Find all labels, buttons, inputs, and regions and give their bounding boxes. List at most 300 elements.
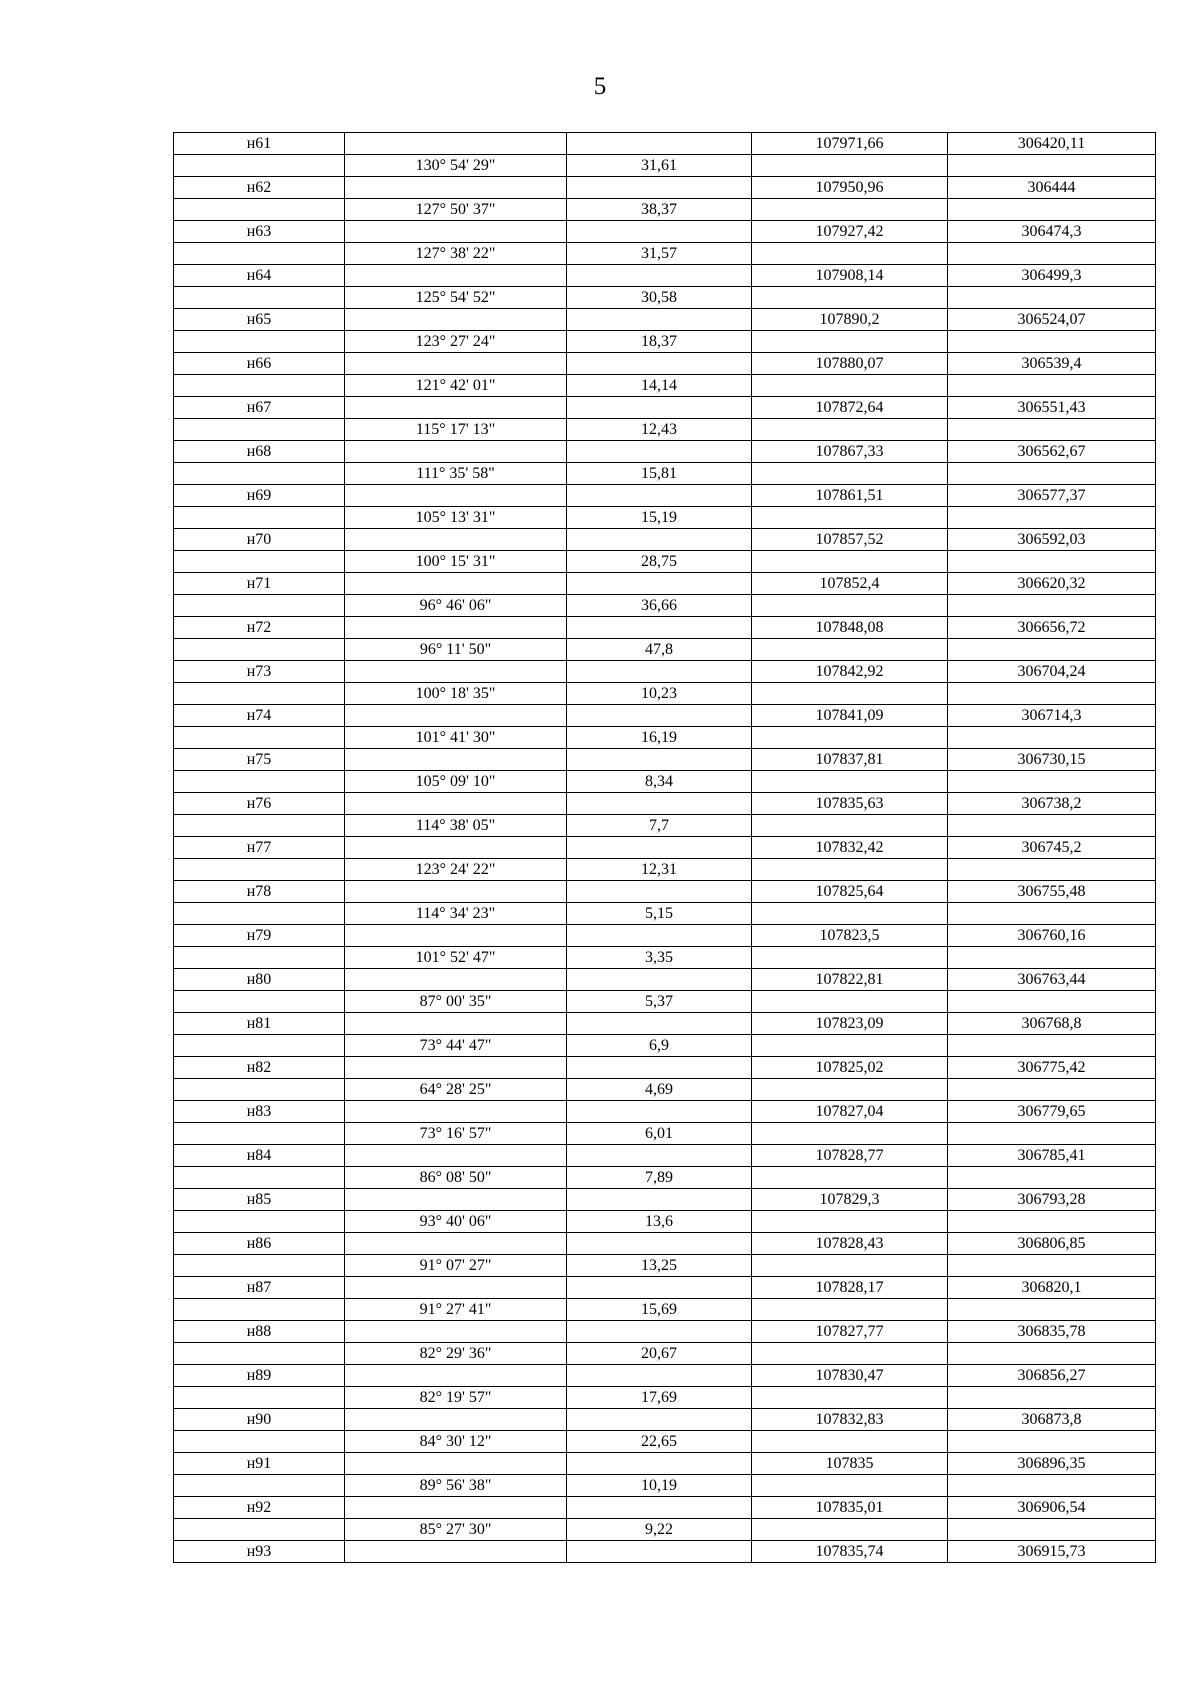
- x-coordinate-cell: [752, 1035, 948, 1057]
- point-name-cell: [174, 1035, 345, 1057]
- segment-row: [174, 463, 1156, 485]
- y-coordinate-cell: 306539,4: [948, 353, 1156, 375]
- direction-angle-cell: [345, 1057, 567, 1079]
- direction-angle-cell: [345, 1453, 567, 1475]
- x-coordinate-cell: [752, 859, 948, 881]
- length-cell: [567, 485, 752, 507]
- length-cell: 10,19: [567, 1475, 752, 1497]
- point-row: [174, 1453, 1156, 1475]
- y-coordinate-cell: 306760,16: [948, 925, 1156, 947]
- point-name-cell: н79: [174, 925, 345, 947]
- length-cell: 14,14: [567, 375, 752, 397]
- point-name-cell: н92: [174, 1497, 345, 1519]
- segment-row: [174, 1035, 1156, 1057]
- direction-angle-cell: 73° 16' 57": [345, 1123, 567, 1145]
- point-row: [174, 1189, 1156, 1211]
- point-name-cell: н65: [174, 309, 345, 331]
- length-cell: [567, 133, 752, 155]
- direction-angle-cell: [345, 705, 567, 727]
- y-coordinate-cell: [948, 947, 1156, 969]
- point-name-cell: н66: [174, 353, 345, 375]
- point-name-cell: [174, 1079, 345, 1101]
- length-cell: [567, 1057, 752, 1079]
- y-coordinate-cell: [948, 1167, 1156, 1189]
- point-row: [174, 1541, 1156, 1563]
- segment-row: [174, 1299, 1156, 1321]
- direction-angle-cell: 89° 56' 38": [345, 1475, 567, 1497]
- direction-angle-cell: [345, 925, 567, 947]
- length-cell: 13,25: [567, 1255, 752, 1277]
- point-name-cell: н61: [174, 133, 345, 155]
- direction-angle-cell: [345, 529, 567, 551]
- y-coordinate-cell: 306730,15: [948, 749, 1156, 771]
- x-coordinate-cell: 107827,04: [752, 1101, 948, 1123]
- point-name-cell: н69: [174, 485, 345, 507]
- point-name-cell: н73: [174, 661, 345, 683]
- x-coordinate-cell: [752, 1167, 948, 1189]
- x-coordinate-cell: [752, 551, 948, 573]
- point-name-cell: [174, 1255, 345, 1277]
- point-name-cell: н89: [174, 1365, 345, 1387]
- direction-angle-cell: 114° 34' 23": [345, 903, 567, 925]
- y-coordinate-cell: [948, 1211, 1156, 1233]
- point-name-cell: [174, 727, 345, 749]
- length-cell: 5,37: [567, 991, 752, 1013]
- point-name-cell: [174, 903, 345, 925]
- x-coordinate-cell: [752, 199, 948, 221]
- length-cell: [567, 1233, 752, 1255]
- x-coordinate-cell: [752, 639, 948, 661]
- point-name-cell: н87: [174, 1277, 345, 1299]
- direction-angle-cell: 114° 38' 05": [345, 815, 567, 837]
- point-row: [174, 309, 1156, 331]
- point-name-cell: [174, 1123, 345, 1145]
- length-cell: [567, 221, 752, 243]
- length-cell: [567, 1321, 752, 1343]
- x-coordinate-cell: [752, 771, 948, 793]
- direction-angle-cell: 105° 09' 10": [345, 771, 567, 793]
- y-coordinate-cell: 306820,1: [948, 1277, 1156, 1299]
- direction-angle-cell: 123° 24' 22": [345, 859, 567, 881]
- y-coordinate-cell: 306656,72: [948, 617, 1156, 639]
- x-coordinate-cell: 107828,17: [752, 1277, 948, 1299]
- direction-angle-cell: 91° 07' 27": [345, 1255, 567, 1277]
- x-coordinate-cell: [752, 1431, 948, 1453]
- point-name-cell: [174, 771, 345, 793]
- segment-row: [174, 1167, 1156, 1189]
- point-row: [174, 705, 1156, 727]
- y-coordinate-cell: [948, 551, 1156, 573]
- y-coordinate-cell: 306499,3: [948, 265, 1156, 287]
- coordinates-table: [173, 132, 1156, 1563]
- direction-angle-cell: [345, 221, 567, 243]
- point-name-cell: [174, 991, 345, 1013]
- length-cell: [567, 1365, 752, 1387]
- length-cell: [567, 177, 752, 199]
- y-coordinate-cell: 306793,28: [948, 1189, 1156, 1211]
- point-row: [174, 441, 1156, 463]
- x-coordinate-cell: [752, 1123, 948, 1145]
- segment-row: [174, 1519, 1156, 1541]
- direction-angle-cell: [345, 1541, 567, 1563]
- x-coordinate-cell: 107835: [752, 1453, 948, 1475]
- segment-row: [174, 595, 1156, 617]
- direction-angle-cell: 84° 30' 12": [345, 1431, 567, 1453]
- y-coordinate-cell: [948, 859, 1156, 881]
- x-coordinate-cell: 107861,51: [752, 485, 948, 507]
- direction-angle-cell: 64° 28' 25": [345, 1079, 567, 1101]
- point-name-cell: н90: [174, 1409, 345, 1431]
- length-cell: 17,69: [567, 1387, 752, 1409]
- point-name-cell: [174, 243, 345, 265]
- length-cell: [567, 1277, 752, 1299]
- length-cell: 15,19: [567, 507, 752, 529]
- point-name-cell: н67: [174, 397, 345, 419]
- x-coordinate-cell: 107971,66: [752, 133, 948, 155]
- y-coordinate-cell: [948, 727, 1156, 749]
- y-coordinate-cell: [948, 1079, 1156, 1101]
- point-row: [174, 573, 1156, 595]
- y-coordinate-cell: [948, 1475, 1156, 1497]
- x-coordinate-cell: 107872,64: [752, 397, 948, 419]
- segment-row: [174, 507, 1156, 529]
- y-coordinate-cell: [948, 1035, 1156, 1057]
- direction-angle-cell: 115° 17' 13": [345, 419, 567, 441]
- segment-row: [174, 331, 1156, 353]
- x-coordinate-cell: 107835,74: [752, 1541, 948, 1563]
- x-coordinate-cell: 107842,92: [752, 661, 948, 683]
- segment-row: [174, 551, 1156, 573]
- direction-angle-cell: [345, 749, 567, 771]
- x-coordinate-cell: [752, 507, 948, 529]
- page-number: 5: [593, 73, 607, 100]
- y-coordinate-cell: [948, 419, 1156, 441]
- point-name-cell: [174, 287, 345, 309]
- y-coordinate-cell: 306835,78: [948, 1321, 1156, 1343]
- direction-angle-cell: [345, 265, 567, 287]
- direction-angle-cell: 82° 29' 36": [345, 1343, 567, 1365]
- point-name-cell: [174, 1211, 345, 1233]
- x-coordinate-cell: [752, 1079, 948, 1101]
- length-cell: [567, 309, 752, 331]
- x-coordinate-cell: [752, 1211, 948, 1233]
- direction-angle-cell: [345, 177, 567, 199]
- point-name-cell: [174, 331, 345, 353]
- point-name-cell: н83: [174, 1101, 345, 1123]
- y-coordinate-cell: [948, 287, 1156, 309]
- x-coordinate-cell: 107880,07: [752, 353, 948, 375]
- x-coordinate-cell: 107827,77: [752, 1321, 948, 1343]
- point-row: [174, 485, 1156, 507]
- point-name-cell: н72: [174, 617, 345, 639]
- x-coordinate-cell: 107828,43: [752, 1233, 948, 1255]
- x-coordinate-cell: [752, 1255, 948, 1277]
- direction-angle-cell: 96° 46' 06": [345, 595, 567, 617]
- y-coordinate-cell: 306704,24: [948, 661, 1156, 683]
- point-name-cell: н82: [174, 1057, 345, 1079]
- length-cell: 10,23: [567, 683, 752, 705]
- y-coordinate-cell: [948, 991, 1156, 1013]
- y-coordinate-cell: 306806,85: [948, 1233, 1156, 1255]
- y-coordinate-cell: [948, 1255, 1156, 1277]
- direction-angle-cell: 91° 27' 41": [345, 1299, 567, 1321]
- point-row: [174, 529, 1156, 551]
- length-cell: 16,19: [567, 727, 752, 749]
- point-name-cell: [174, 419, 345, 441]
- direction-angle-cell: 111° 35' 58": [345, 463, 567, 485]
- x-coordinate-cell: [752, 1387, 948, 1409]
- length-cell: 3,35: [567, 947, 752, 969]
- segment-row: [174, 1255, 1156, 1277]
- direction-angle-cell: 93° 40' 06": [345, 1211, 567, 1233]
- length-cell: [567, 617, 752, 639]
- y-coordinate-cell: [948, 463, 1156, 485]
- point-name-cell: [174, 1475, 345, 1497]
- point-name-cell: [174, 199, 345, 221]
- point-name-cell: н74: [174, 705, 345, 727]
- x-coordinate-cell: [752, 331, 948, 353]
- y-coordinate-cell: 306738,2: [948, 793, 1156, 815]
- direction-angle-cell: 127° 50' 37": [345, 199, 567, 221]
- x-coordinate-cell: [752, 727, 948, 749]
- point-row: [174, 617, 1156, 639]
- direction-angle-cell: [345, 1101, 567, 1123]
- y-coordinate-cell: [948, 199, 1156, 221]
- point-row: [174, 1321, 1156, 1343]
- point-name-cell: [174, 507, 345, 529]
- length-cell: [567, 1189, 752, 1211]
- y-coordinate-cell: [948, 507, 1156, 529]
- segment-row: [174, 199, 1156, 221]
- length-cell: 31,61: [567, 155, 752, 177]
- point-row: [174, 1233, 1156, 1255]
- length-cell: 22,65: [567, 1431, 752, 1453]
- x-coordinate-cell: [752, 375, 948, 397]
- direction-angle-cell: [345, 837, 567, 859]
- length-cell: [567, 1497, 752, 1519]
- x-coordinate-cell: [752, 903, 948, 925]
- y-coordinate-cell: 306577,37: [948, 485, 1156, 507]
- segment-row: [174, 1343, 1156, 1365]
- x-coordinate-cell: 107852,4: [752, 573, 948, 595]
- point-row: [174, 133, 1156, 155]
- point-name-cell: н71: [174, 573, 345, 595]
- segment-row: [174, 1475, 1156, 1497]
- length-cell: [567, 1453, 752, 1475]
- point-row: [174, 881, 1156, 903]
- direction-angle-cell: 73° 44' 47": [345, 1035, 567, 1057]
- x-coordinate-cell: [752, 683, 948, 705]
- point-name-cell: н63: [174, 221, 345, 243]
- length-cell: 5,15: [567, 903, 752, 925]
- point-name-cell: [174, 639, 345, 661]
- segment-row: [174, 727, 1156, 749]
- direction-angle-cell: 101° 41' 30": [345, 727, 567, 749]
- segment-row: [174, 947, 1156, 969]
- point-row: [174, 1013, 1156, 1035]
- x-coordinate-cell: 107867,33: [752, 441, 948, 463]
- direction-angle-cell: 86° 08' 50": [345, 1167, 567, 1189]
- point-name-cell: н68: [174, 441, 345, 463]
- point-row: [174, 1409, 1156, 1431]
- x-coordinate-cell: [752, 1475, 948, 1497]
- direction-angle-cell: 101° 52' 47": [345, 947, 567, 969]
- y-coordinate-cell: 306620,32: [948, 573, 1156, 595]
- length-cell: [567, 969, 752, 991]
- y-coordinate-cell: 306551,43: [948, 397, 1156, 419]
- point-name-cell: н84: [174, 1145, 345, 1167]
- x-coordinate-cell: 107950,96: [752, 177, 948, 199]
- x-coordinate-cell: [752, 1343, 948, 1365]
- direction-angle-cell: [345, 441, 567, 463]
- point-name-cell: [174, 463, 345, 485]
- point-name-cell: [174, 859, 345, 881]
- y-coordinate-cell: [948, 155, 1156, 177]
- point-name-cell: н76: [174, 793, 345, 815]
- point-name-cell: [174, 155, 345, 177]
- y-coordinate-cell: [948, 243, 1156, 265]
- point-row: [174, 1101, 1156, 1123]
- direction-angle-cell: [345, 1013, 567, 1035]
- y-coordinate-cell: [948, 1519, 1156, 1541]
- direction-angle-cell: 85° 27' 30": [345, 1519, 567, 1541]
- y-coordinate-cell: 306562,67: [948, 441, 1156, 463]
- point-name-cell: н70: [174, 529, 345, 551]
- length-cell: 20,67: [567, 1343, 752, 1365]
- length-cell: [567, 1101, 752, 1123]
- length-cell: 4,69: [567, 1079, 752, 1101]
- point-name-cell: [174, 1343, 345, 1365]
- coordinates-table-body: [174, 133, 1156, 1563]
- point-name-cell: [174, 551, 345, 573]
- point-row: [174, 793, 1156, 815]
- y-coordinate-cell: [948, 1299, 1156, 1321]
- length-cell: [567, 793, 752, 815]
- segment-row: [174, 1387, 1156, 1409]
- x-coordinate-cell: 107830,47: [752, 1365, 948, 1387]
- length-cell: [567, 881, 752, 903]
- point-row: [174, 749, 1156, 771]
- x-coordinate-cell: 107841,09: [752, 705, 948, 727]
- y-coordinate-cell: 306775,42: [948, 1057, 1156, 1079]
- direction-angle-cell: 123° 27' 24": [345, 331, 567, 353]
- point-row: [174, 969, 1156, 991]
- y-coordinate-cell: [948, 771, 1156, 793]
- y-coordinate-cell: 306592,03: [948, 529, 1156, 551]
- point-row: [174, 177, 1156, 199]
- segment-row: [174, 903, 1156, 925]
- length-cell: 36,66: [567, 595, 752, 617]
- point-row: [174, 1365, 1156, 1387]
- x-coordinate-cell: 107829,3: [752, 1189, 948, 1211]
- y-coordinate-cell: [948, 815, 1156, 837]
- direction-angle-cell: [345, 353, 567, 375]
- segment-row: [174, 771, 1156, 793]
- length-cell: [567, 397, 752, 419]
- direction-angle-cell: [345, 881, 567, 903]
- length-cell: 7,7: [567, 815, 752, 837]
- y-coordinate-cell: 306785,41: [948, 1145, 1156, 1167]
- x-coordinate-cell: [752, 419, 948, 441]
- point-row: [174, 925, 1156, 947]
- point-name-cell: н81: [174, 1013, 345, 1035]
- point-name-cell: [174, 595, 345, 617]
- segment-row: [174, 243, 1156, 265]
- length-cell: [567, 265, 752, 287]
- length-cell: 18,37: [567, 331, 752, 353]
- length-cell: 12,31: [567, 859, 752, 881]
- direction-angle-cell: [345, 133, 567, 155]
- length-cell: [567, 573, 752, 595]
- y-coordinate-cell: 306524,07: [948, 309, 1156, 331]
- x-coordinate-cell: [752, 947, 948, 969]
- point-name-cell: [174, 1431, 345, 1453]
- x-coordinate-cell: [752, 155, 948, 177]
- point-name-cell: н78: [174, 881, 345, 903]
- length-cell: 15,81: [567, 463, 752, 485]
- direction-angle-cell: 82° 19' 57": [345, 1387, 567, 1409]
- length-cell: [567, 353, 752, 375]
- segment-row: [174, 375, 1156, 397]
- direction-angle-cell: [345, 1365, 567, 1387]
- x-coordinate-cell: 107823,5: [752, 925, 948, 947]
- x-coordinate-cell: [752, 595, 948, 617]
- length-cell: 38,37: [567, 199, 752, 221]
- point-name-cell: н85: [174, 1189, 345, 1211]
- y-coordinate-cell: [948, 639, 1156, 661]
- y-coordinate-cell: [948, 683, 1156, 705]
- y-coordinate-cell: 306915,73: [948, 1541, 1156, 1563]
- point-row: [174, 837, 1156, 859]
- x-coordinate-cell: 107823,09: [752, 1013, 948, 1035]
- segment-row: [174, 1211, 1156, 1233]
- direction-angle-cell: 100° 18' 35": [345, 683, 567, 705]
- y-coordinate-cell: 306906,54: [948, 1497, 1156, 1519]
- direction-angle-cell: [345, 573, 567, 595]
- point-name-cell: н64: [174, 265, 345, 287]
- point-row: [174, 1497, 1156, 1519]
- x-coordinate-cell: 107832,42: [752, 837, 948, 859]
- length-cell: [567, 529, 752, 551]
- x-coordinate-cell: [752, 1299, 948, 1321]
- y-coordinate-cell: 306873,8: [948, 1409, 1156, 1431]
- point-name-cell: [174, 1387, 345, 1409]
- direction-angle-cell: 125° 54' 52": [345, 287, 567, 309]
- y-coordinate-cell: [948, 375, 1156, 397]
- point-name-cell: [174, 375, 345, 397]
- point-name-cell: н91: [174, 1453, 345, 1475]
- length-cell: [567, 441, 752, 463]
- length-cell: 6,01: [567, 1123, 752, 1145]
- direction-angle-cell: 127° 38' 22": [345, 243, 567, 265]
- x-coordinate-cell: [752, 463, 948, 485]
- y-coordinate-cell: 306763,44: [948, 969, 1156, 991]
- point-name-cell: [174, 1167, 345, 1189]
- segment-row: [174, 419, 1156, 441]
- x-coordinate-cell: 107927,42: [752, 221, 948, 243]
- x-coordinate-cell: 107908,14: [752, 265, 948, 287]
- point-name-cell: [174, 815, 345, 837]
- segment-row: [174, 1123, 1156, 1145]
- segment-row: [174, 991, 1156, 1013]
- direction-angle-cell: 96° 11' 50": [345, 639, 567, 661]
- x-coordinate-cell: [752, 1519, 948, 1541]
- point-name-cell: [174, 947, 345, 969]
- direction-angle-cell: 130° 54' 29": [345, 155, 567, 177]
- segment-row: [174, 1431, 1156, 1453]
- y-coordinate-cell: [948, 903, 1156, 925]
- point-name-cell: н62: [174, 177, 345, 199]
